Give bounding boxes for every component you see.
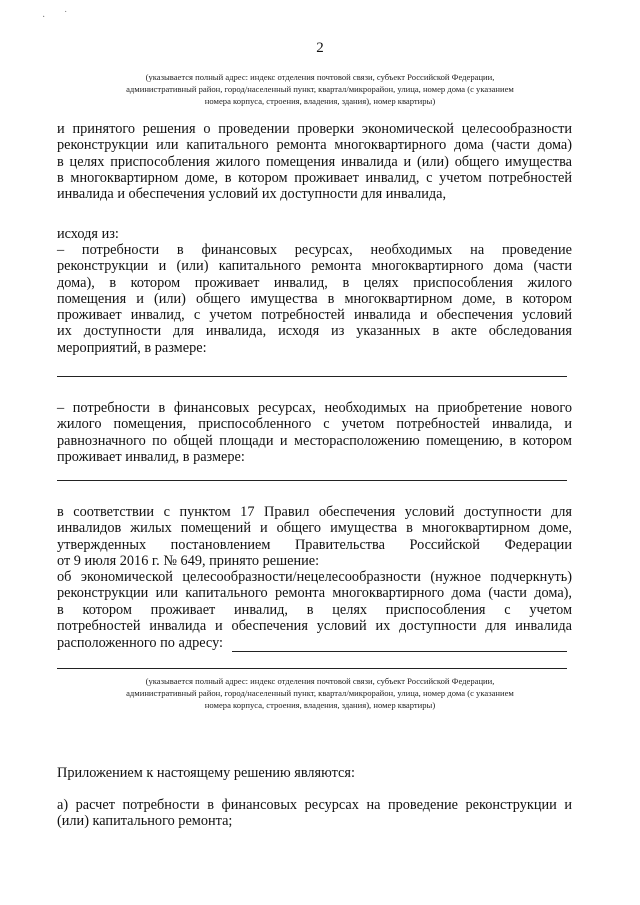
text-line: инвалидов жилых помещений и общего имущества в многоквартирном доме,: [57, 520, 572, 537]
text-line: проживает инвалид, с учетом потребностей инвалида и обеспечения условий: [57, 307, 572, 324]
decision-paragraph: [57, 504, 572, 634]
text-line: реконструкции или капитального ремонта многоквартирного дома (части дома),: [57, 585, 572, 602]
note-line: (указывается полный адрес: индекс отделения почтовой связи, субъект Российской Федерации,: [145, 72, 495, 82]
page-number: 2: [316, 40, 324, 56]
address-row: [57, 635, 572, 651]
attachments-heading: Приложением к настоящему решению являются:: [57, 765, 355, 781]
text-line: а) расчет потребности в финансовых ресурсах на проведение реконструкции и: [57, 797, 572, 813]
text-line: равнозначного по общей площади и месторасположению помещению, в котором: [57, 432, 572, 449]
attachment-item-a: [57, 797, 572, 830]
based-on-item-2: [57, 400, 572, 465]
text-line: от 9 июля 2016 г. № 649, принято решение:: [57, 552, 320, 569]
note-line: номера корпуса, строения, владения, здания), номер квартиры): [204, 700, 436, 710]
text-line: дома), в котором проживает инвалид, в целях приспособления жилого: [57, 274, 572, 291]
paragraph-decision-check: [57, 121, 572, 202]
text-line: мероприятий, в размере:: [57, 339, 207, 356]
amount-blank-line-1: [57, 376, 567, 377]
address-label: расположенного по адресу:: [57, 635, 224, 651]
text-line: проживает инвалид, в размере:: [57, 448, 245, 465]
text-line: реконструкции или капитального ремонта многоквартирного дома (части дома): [57, 137, 572, 154]
text-line: – потребности в финансовых ресурсах, необходимых на проведение: [57, 242, 572, 258]
note-line: административный район, город/населенный пункт, квартал/микрорайон, улица, номер дома (с указанием: [126, 688, 514, 698]
based-on-item-1: [57, 242, 572, 356]
text-line: в многоквартирном доме, в котором проживает инвалид, с учетом потребностей: [57, 169, 572, 186]
text-line: – потребности в финансовых ресурсах, необходимых на приобретение нового: [57, 400, 572, 416]
text-line: в соответствии с пунктом 17 Правил обеспечения условий доступности для: [57, 504, 572, 520]
text-line: их доступности для инвалида, исходя из указанных в акте обследования: [57, 323, 572, 340]
text-line: потребностей инвалида и обеспечения условий их доступности для инвалида: [57, 618, 572, 635]
scan-mark-right: ˙: [64, 10, 68, 21]
text-line: жилого помещения, приспособленного с учетом потребностей инвалида, и: [57, 416, 572, 433]
scan-mark-left: ·: [42, 12, 46, 23]
text-line: помещения и (или) общего имущества в многоквартирном доме, в котором: [57, 290, 572, 307]
note-line: административный район, город/населенный пункт, квартал/микрорайон, улица, номер дома (с указанием: [126, 84, 514, 94]
note-line: номера корпуса, строения, владения, здания), номер квартиры): [204, 96, 436, 106]
note-line: (указывается полный адрес: индекс отделения почтовой связи, субъект Российской Федерации,: [145, 676, 495, 686]
text-line: в целях приспособления жилого помещения инвалида и (или) общего имущества: [57, 153, 572, 170]
text-line: и принятого решения о проведении проверки экономической целесообразности: [57, 121, 572, 137]
text-line: об экономической целесообразности/нецелесообразности (нужное подчеркнуть): [57, 569, 572, 586]
address-blank-line: [232, 651, 567, 652]
address-blank-line-2: [57, 668, 567, 669]
text-line: инвалида и обеспечения условий их доступности для инвалида,: [57, 186, 447, 203]
address-note-top: [40, 71, 600, 107]
text-line: реконструкции и (или) капитального ремонта многоквартирного дома (части: [57, 258, 572, 275]
amount-blank-line-2: [57, 480, 567, 481]
text-line: (или) капитального ремонта;: [57, 813, 233, 830]
based-on-intro: исходя из:: [57, 226, 119, 242]
text-line: утвержденных постановлением Правительства Российской Федерации: [57, 536, 572, 553]
text-line: в котором проживает инвалид, в целях приспособления с учетом: [57, 601, 572, 618]
address-note-bottom: [40, 675, 600, 711]
